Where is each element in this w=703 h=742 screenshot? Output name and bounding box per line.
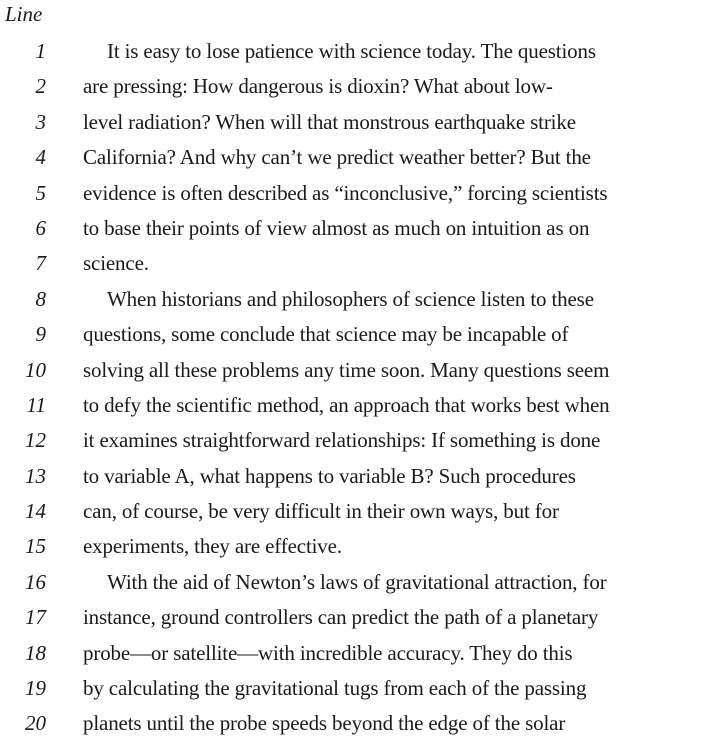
passage-line [0, 565, 703, 600]
passage-line [0, 353, 703, 388]
line-number: 18 [25, 640, 46, 665]
line-number: 4 [35, 145, 46, 170]
passage-line [0, 140, 703, 175]
line-text: level radiation? When will that monstrous earthquake strike [83, 109, 576, 134]
passage-line [0, 317, 703, 352]
passage-line [0, 706, 703, 741]
line-text: to variable A, what happens to variable B? Such procedures [83, 463, 576, 488]
line-text: solving all these problems any time soon. Many questions seem [83, 357, 610, 382]
passage-line [0, 69, 703, 104]
line-number: 3 [35, 109, 46, 134]
line-text: instance, ground controllers can predict the path of a planetary [83, 605, 599, 630]
line-number: 13 [25, 463, 46, 488]
line-number: 9 [35, 322, 46, 347]
passage-line [0, 34, 703, 69]
passage-line [0, 459, 703, 494]
passage-line [0, 494, 703, 529]
line-text: When historians and philosophers of science listen to these [107, 286, 594, 311]
line-number: 6 [35, 215, 46, 240]
line-text: are pressing: How dangerous is dioxin? What about low- [83, 74, 553, 99]
line-text: planets until the probe speeds beyond the edge of the solar [83, 711, 566, 736]
passage-line [0, 671, 703, 706]
line-text: science. [83, 251, 149, 276]
line-number: 7 [35, 251, 46, 276]
line-text: It is easy to lose patience with science today. The questions [107, 39, 596, 63]
line-number: 11 [26, 392, 46, 417]
line-number: 20 [25, 711, 46, 736]
passage-line [0, 282, 703, 317]
line-text: by calculating the gravitational tugs from each of the passing [83, 676, 587, 701]
line-text: California? And why can’t we predict weather better? But the [83, 145, 591, 170]
line-text: to base their points of view almost as much on intuition as on [83, 215, 590, 240]
line-number: 19 [25, 676, 46, 701]
line-number: 5 [35, 180, 46, 205]
line-number: 14 [25, 499, 46, 524]
line-text: questions, some conclude that science may be incapable of [83, 322, 569, 347]
line-number: 10 [25, 357, 46, 382]
passage-body [0, 34, 703, 742]
passage-line [0, 423, 703, 458]
line-number: 2 [35, 74, 46, 99]
passage-line [0, 176, 703, 211]
line-text: With the aid of Newton’s laws of gravitational attraction, for [107, 569, 607, 594]
line-text: experiments, they are effective. [83, 534, 342, 559]
line-number: 16 [25, 569, 46, 594]
line-text: probe—or satellite—with incredible accuracy. They do this [83, 640, 573, 665]
line-header-label: Line [5, 2, 43, 26]
line-text: it examines straightforward relationships: If something is done [83, 428, 601, 453]
passage-line [0, 211, 703, 246]
passage-line [0, 600, 703, 635]
line-number: 1 [35, 39, 46, 63]
line-number: 12 [25, 428, 46, 453]
line-number: 15 [25, 534, 46, 559]
passage-line [0, 388, 703, 423]
line-number: 17 [25, 605, 46, 630]
passage-line [0, 529, 703, 564]
line-number: 8 [35, 286, 46, 311]
line-text: can, of course, be very difficult in their own ways, but for [83, 499, 559, 524]
line-text: to defy the scientific method, an approach that works best when [83, 392, 610, 417]
passage-line [0, 246, 703, 281]
passage-line [0, 105, 703, 140]
line-text: evidence is often described as “inconclusive,” forcing scientists [83, 180, 608, 205]
passage-line [0, 636, 703, 671]
